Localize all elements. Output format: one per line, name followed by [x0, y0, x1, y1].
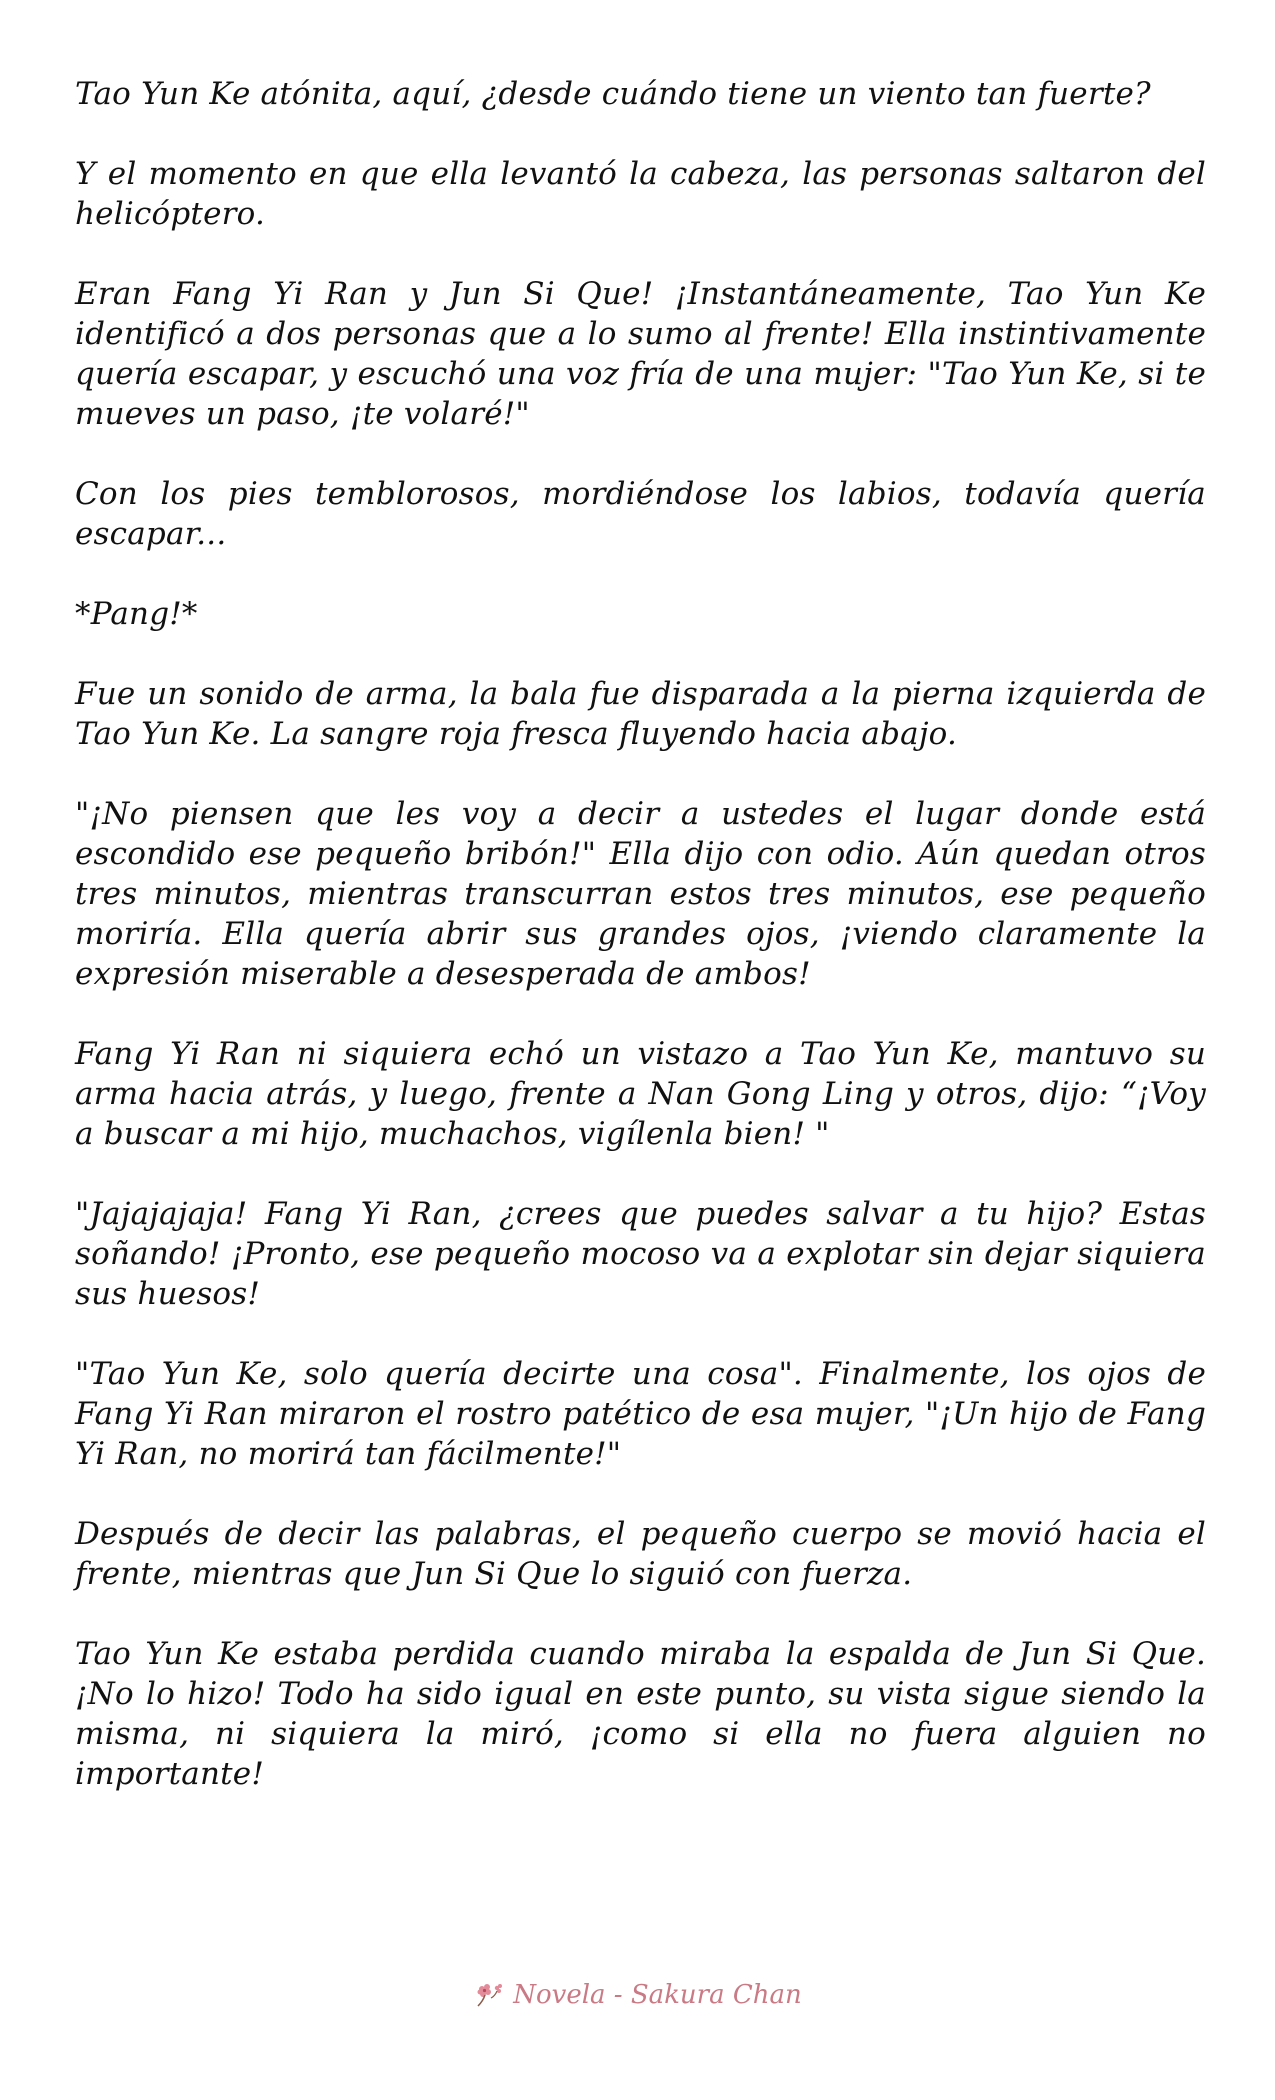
paragraph-5: *Pang!* — [75, 596, 198, 632]
paragraph-10: "Tao Yun Ke, solo quería decirte una cosa". Finalmente, los ojos de Fang Yi Ran miraron el rostro patético de esa mujer, "¡Un hijo de Fang Yi Ran, no morirá tan fácilmente!" — [75, 1356, 1206, 1472]
document-body — [75, 74, 1206, 1834]
paragraph-8: Fang Yi Ran ni siquiera echó un vistazo a Tao Yun Ke, mantuvo su arma hacia atrás, y luego, frente a Nan Gong Ling y otros, dijo: “¡Voy a buscar a mi hijo, muchachos, vigílenla bien! " — [75, 1036, 1206, 1152]
paragraph-4: Con los pies temblorosos, mordiéndose los labios, todavía quería escapar... — [75, 476, 1206, 552]
paragraph-11: Después de decir las palabras, el pequeño cuerpo se movió hacia el frente, mientras que Jun Si Que lo siguió con fuerza. — [75, 1516, 1206, 1592]
paragraph-1: Tao Yun Ke atónita, aquí, ¿desde cuándo tiene un viento tan fuerte? — [75, 76, 1151, 112]
footer-credit — [0, 1980, 1275, 2016]
paragraph-2: Y el momento en que ella levantó la cabeza, las personas saltaron del helicóptero. — [75, 156, 1206, 232]
paragraph-3: Eran Fang Yi Ran y Jun Si Que! ¡Instantáneamente, Tao Yun Ke identificó a dos personas que a lo sumo al frente! Ella instintivamente quería escapar, y escuchó una voz fría de una mujer: "Tao Yun Ke, si te mueves un paso, ¡te volaré!" — [75, 276, 1206, 432]
paragraph-12: Tao Yun Ke estaba perdida cuando miraba la espalda de Jun Si Que. ¡No lo hizo! Todo ha sido igual en este punto, su vista sigue siendo la misma, ni siquiera la miró, ¡como si ella no fuera alguien no importante! — [75, 1636, 1206, 1792]
paragraph-9: "Jajajajaja! Fang Yi Ran, ¿crees que puedes salvar a tu hijo? Estas soñando! ¡Pronto, ese pequeño mocoso va a explotar sin dejar siquiera sus huesos! — [75, 1196, 1206, 1312]
paragraph-7: "¡No piensen que les voy a decir a ustedes el lugar donde está escondido ese pequeño bribón!" Ella dijo con odio. Aún quedan otros tres minutos, mientras transcurran estos tres minutos, ese pequeño moriría. Ella quería abrir sus grandes ojos, ¡viendo claramente la expresión miserable a desesperada de ambos! — [75, 796, 1206, 992]
sakura-flower-icon — [473, 1981, 505, 2009]
footer-text: Novela - Sakura Chan — [513, 1980, 802, 2010]
paragraph-6: Fue un sonido de arma, la bala fue disparada a la pierna izquierda de Tao Yun Ke. La sangre roja fresca fluyendo hacia abajo. — [75, 676, 1206, 752]
